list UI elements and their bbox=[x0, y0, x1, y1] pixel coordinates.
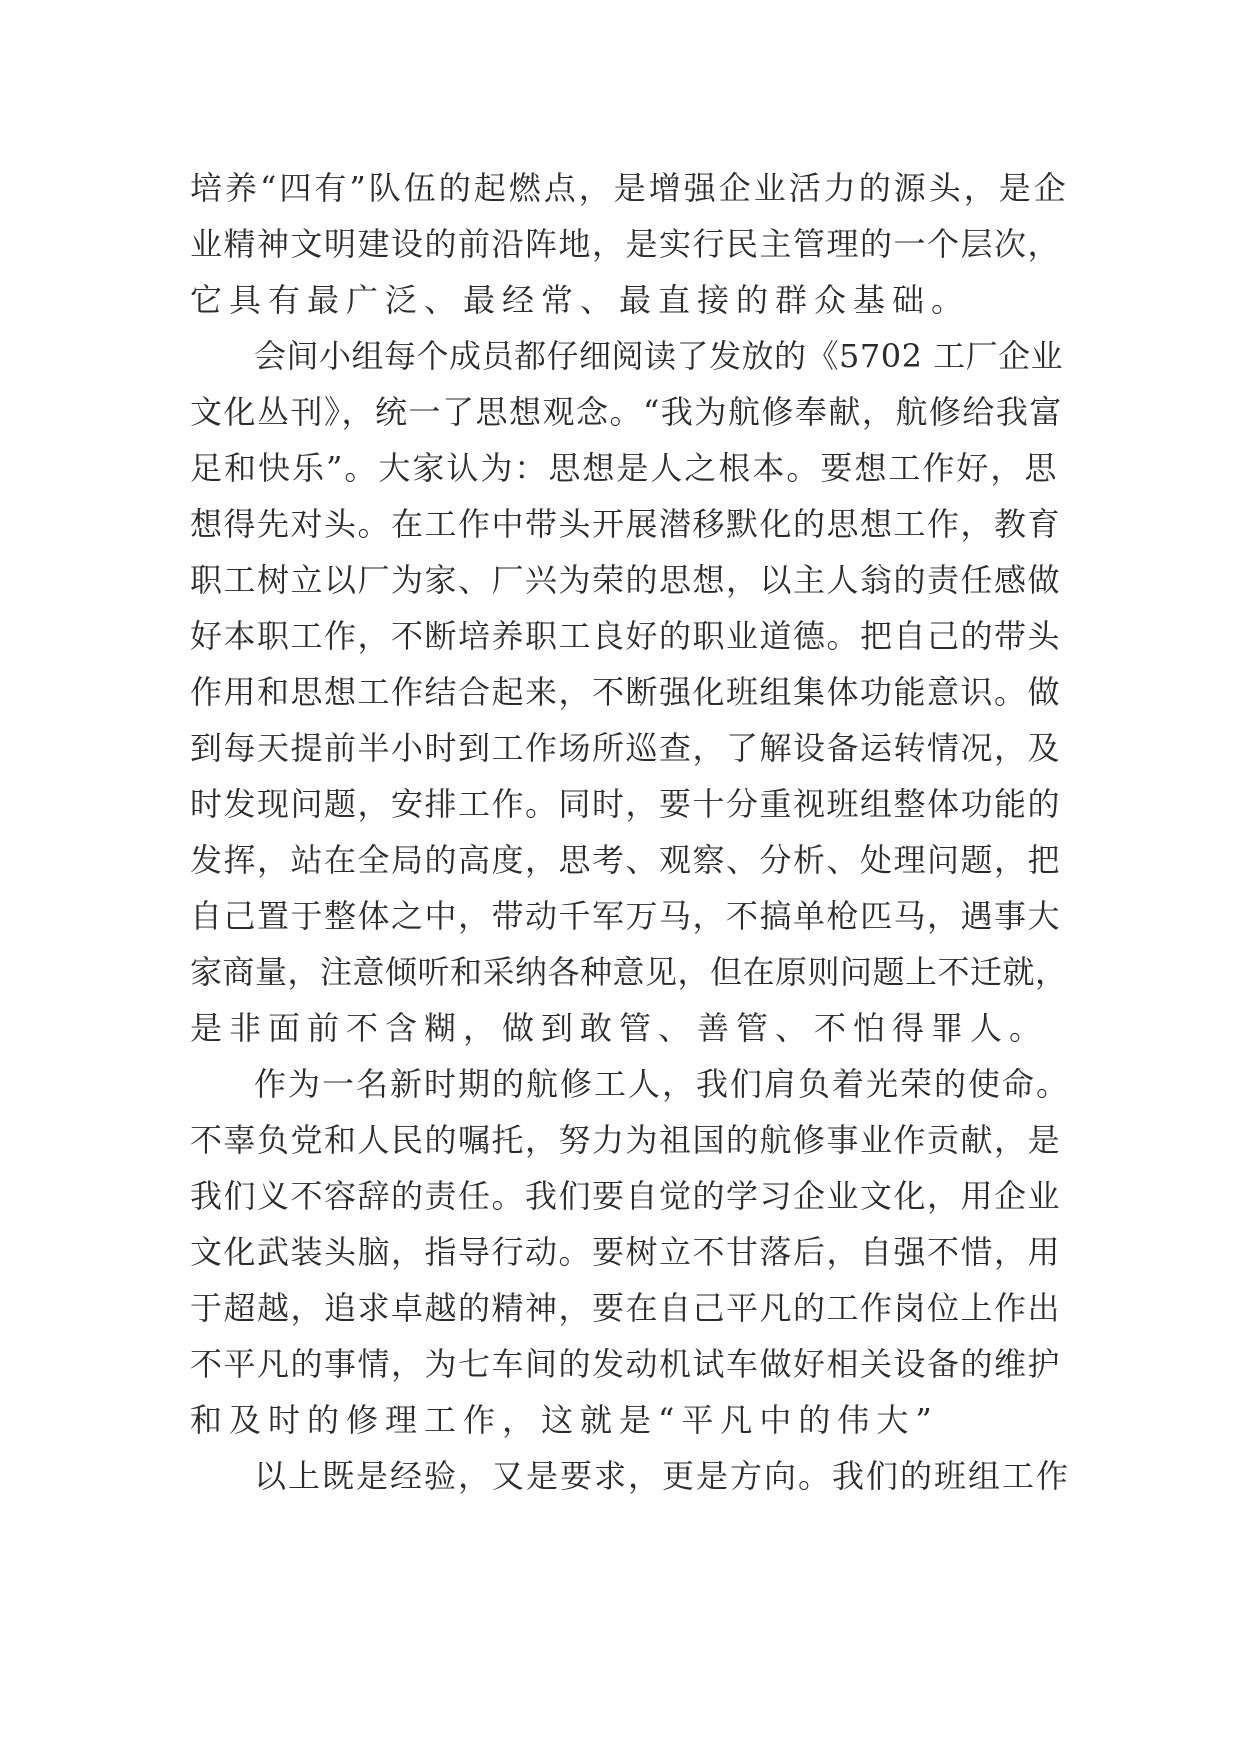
text-line: 发挥，站在全局的高度，思考、观察、分析、处理问题，把 bbox=[190, 841, 1062, 879]
text-line: 文化丛刊》，统一了思想观念。“我为航修奉献，航修给我富 bbox=[190, 393, 1063, 431]
text-line: 自己置于整体之中，带动千军万马，不搞单枪匹马，遇事大 bbox=[190, 897, 1062, 935]
text-line: 我们义不容辞的责任。我们要自觉的学习企业文化，用企业 bbox=[190, 1177, 1062, 1215]
text-line: 于超越，追求卓越的精神，要在自己平凡的工作岗位上作出 bbox=[190, 1289, 1062, 1327]
text-line: 时发现问题，安排工作。同时，要十分重视班组整体功能的 bbox=[190, 785, 1062, 823]
text-line: 家商量，注意倾听和采纳各种意见，但在原则问题上不迁就， bbox=[190, 953, 1068, 991]
paragraph-start-line: 以上既是经验，又是要求，更是方向。我们的班组工作 bbox=[254, 1457, 1071, 1495]
text-line: 到每天提前半小时到工作场所巡查，了解设备运转情况，及 bbox=[190, 729, 1062, 767]
paragraph-start-line: 作为一名新时期的航修工人，我们肩负着光荣的使命。 bbox=[254, 1065, 1071, 1103]
text-line: 它具有最广泛、最经常、最直接的群众基础。 bbox=[190, 281, 971, 319]
text-line: 足和快乐”。大家认为：思想是人之根本。要想工作好，思 bbox=[190, 449, 1059, 487]
text-line: 培养“四有”队伍的起燃点，是增强企业活力的源头，是企 bbox=[190, 169, 1069, 207]
text-line: 文化武装头脑，指导行动。要树立不甘落后，自强不惜，用 bbox=[190, 1233, 1062, 1271]
text-line: 作用和思想工作结合起来，不断强化班组集体功能意识。做 bbox=[190, 673, 1062, 711]
document-body-text bbox=[190, 160, 1070, 1504]
text-line: 好本职工作，不断培养职工良好的职业道德。把自己的带头 bbox=[190, 617, 1062, 655]
text-line: 不平凡的事情，为七车间的发动机试车做好相关设备的维护 bbox=[190, 1345, 1062, 1383]
text-line: 业精神文明建设的前沿阵地，是实行民主管理的一个层次， bbox=[190, 225, 1062, 263]
text-line: 是非面前不含糊，做到敢管、善管、不怕得罪人。 bbox=[190, 1009, 1049, 1047]
text-line: 不辜负党和人民的嘱托，努力为祖国的航修事业作贡献，是 bbox=[190, 1121, 1062, 1159]
text-line: 职工树立以厂为家、厂兴为荣的思想，以主人翁的责任感做 bbox=[190, 561, 1062, 599]
text-line: 想得先对头。在工作中带头开展潜移默化的思想工作，教育 bbox=[190, 505, 1062, 543]
paragraph-start-line: 会间小组每个成员都仔细阅读了发放的《5702 工厂企业 bbox=[254, 337, 1064, 375]
text-line: 和及时的修理工作，这就是“平凡中的伟大” bbox=[190, 1401, 939, 1439]
